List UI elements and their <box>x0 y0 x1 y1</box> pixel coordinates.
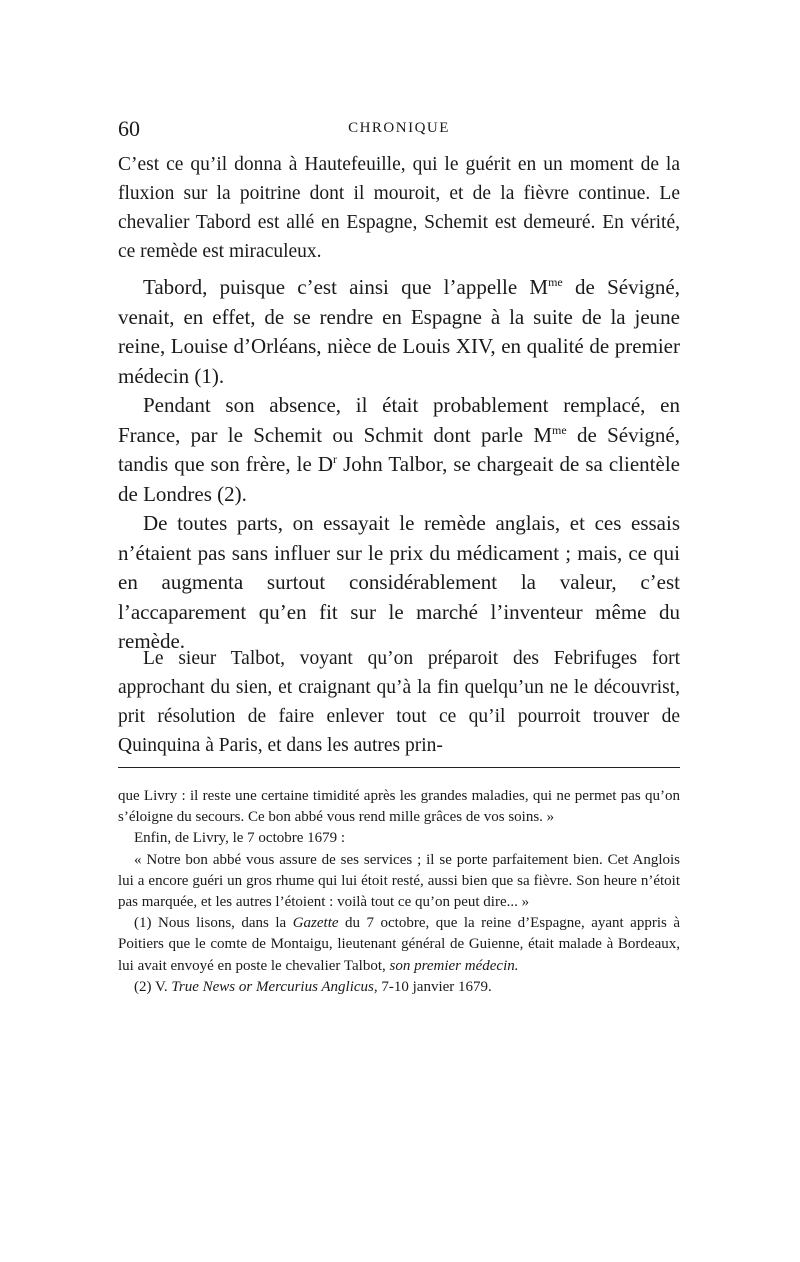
page-header <box>118 116 680 140</box>
footnote-continuation: que Livry : il reste une certaine timidité après les grandes maladies, qui ne permet pas qu’on s’éloigne du secours. Ce bon abbé vous rend mille grâces de vos soins. » <box>118 788 680 826</box>
quoted-passage-talbot: Le sieur Talbot, voyant qu’on préparoit des Febrifuges fort approchant du sien, et craignant qu’à la fin quelqu’un ne le découvrist, prit résolution de faire enlever tout ce qu’il pourroit trouver de Quinquina à Paris, et dans les autres prin- <box>118 648 680 756</box>
page-number: 60 <box>118 116 140 141</box>
quoted-letter-excerpt: C’est ce qu’il donna à Hautefeuille, qui le guérit en un moment de la fluxion sur la poitrine dont il mouroit, et de la fièvre continue. Le chevalier Tabord est allé en Espagne, Schemit est demeuré. En vérité, ce remède est miraculeux. <box>118 154 680 262</box>
footnote-1: (1) Nous lisons, dans la Gazette du 7 octobre, que la reine d’Espagne, ayant appris à Poitiers que le comte de Montaigu, lieutenant général de Guienne, était malade à Bordeaux, lui avait envoyé en poste le chevalier Talbot, son premier médecin. <box>118 915 680 974</box>
footnote-2: (2) V. True News or Mercurius Anglicus, 7-10 janvier 1679. <box>134 978 492 995</box>
paragraph-remede: De toutes parts, on essayait le remède anglais, et ces essais n’étaient pas sans influer sur le prix du médicament ; mais, ce qui en augmenta surtout considérablement la valeur, c’est l’accaparement qu’en fit sur le marché l’inventeur même du remède. <box>118 511 680 653</box>
paragraph-tabord: Tabord, puisque c’est ainsi que l’appelle $M^{me}$ de Sévigné, venait, en effet, de se rendre en Espagne à la suite de la jeune reine, Louise d’Orléans, nièce de Louis XIV, en qualité de premier médecin (1). <box>118 275 680 388</box>
main-text <box>118 273 680 657</box>
footnote-divider <box>118 767 680 768</box>
paragraph-absence: Pendant son absence, il était probablement remplacé, en France, par le Schemit ou Schmit dont parle $M^{me}$ de Sévigné, tandis que son frère, le $D^r$ John Talbor, se chargeait de sa clientèle de Londres (2). <box>118 393 680 506</box>
running-head: CHRONIQUE <box>348 120 450 136</box>
footnotes <box>118 786 680 998</box>
footnote-dateline: Enfin, de Livry, le 7 octobre 1679 : <box>134 830 346 847</box>
footnote-quote: « Notre bon abbé vous assure de ses services ; il se porte parfaitement bien. Cet Anglois lui a encore guéri un gros rhume qui lui étoit resté, aussi bien que sa fièvre. Son heure n’étoit pas marquée, et les autres l’étoient : voilà tout ce qu’on peut dire... » <box>118 851 680 911</box>
